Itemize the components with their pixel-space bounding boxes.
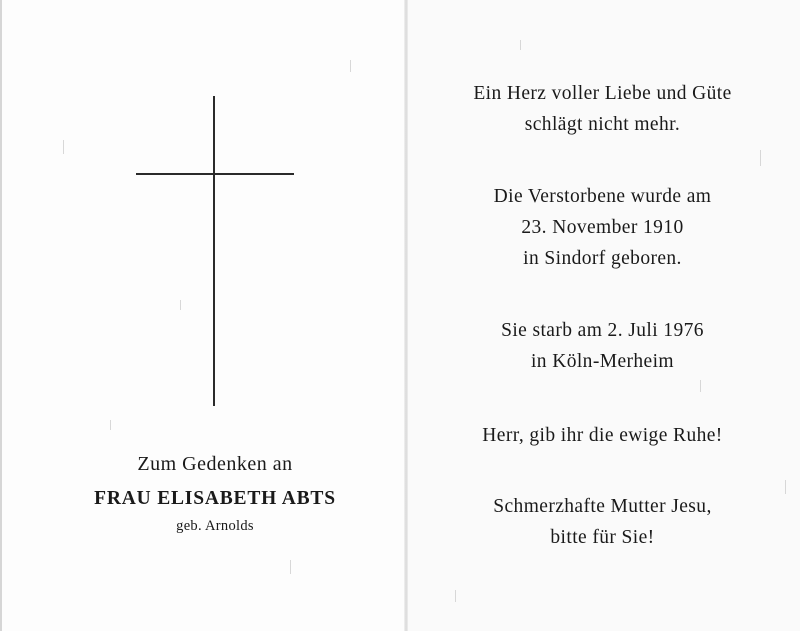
verse-line: bitte für Sie! — [550, 527, 655, 548]
deceased-name: FRAU ELISABETH ABTS — [94, 488, 336, 509]
card-edge — [0, 0, 2, 631]
paper-speck — [455, 590, 456, 602]
verse-line: Herr, gib ihr die ewige Ruhe! — [482, 425, 723, 446]
verse-death — [430, 315, 775, 377]
verse-line: 23. November 1910 — [521, 217, 684, 238]
memorial-intro: Zum Gedenken an — [137, 453, 293, 475]
verse-line: Schmerzhafte Mutter Jesu, — [493, 496, 712, 517]
verse-birth — [430, 181, 775, 274]
verse-line: Die Verstorbene wurde am — [493, 186, 712, 207]
verse-mother — [430, 491, 775, 553]
verse-line: schlägt nicht mehr. — [524, 114, 681, 135]
verse-prayer — [430, 420, 775, 451]
paper-speck — [350, 60, 351, 72]
paper-speck — [760, 150, 761, 166]
cross-vertical-bar — [213, 96, 215, 406]
paper-speck — [785, 480, 786, 494]
paper-speck — [290, 560, 291, 574]
cross-horizontal-bar — [136, 173, 294, 175]
paper-speck — [520, 40, 521, 50]
verse-line: Sie starb am 2. Juli 1976 — [501, 320, 704, 341]
paper-speck — [700, 380, 701, 392]
verse-line: in Sindorf geboren. — [523, 248, 682, 269]
card-fold — [404, 0, 408, 631]
verse-line: in Köln-Merheim — [530, 351, 674, 372]
verse-line: Ein Herz voller Liebe und Güte — [473, 83, 732, 104]
paper-speck — [110, 420, 111, 430]
verse-heart — [430, 78, 775, 140]
paper-speck — [63, 140, 64, 154]
maiden-name: geb. Arnolds — [176, 518, 254, 534]
paper-speck — [180, 300, 181, 310]
